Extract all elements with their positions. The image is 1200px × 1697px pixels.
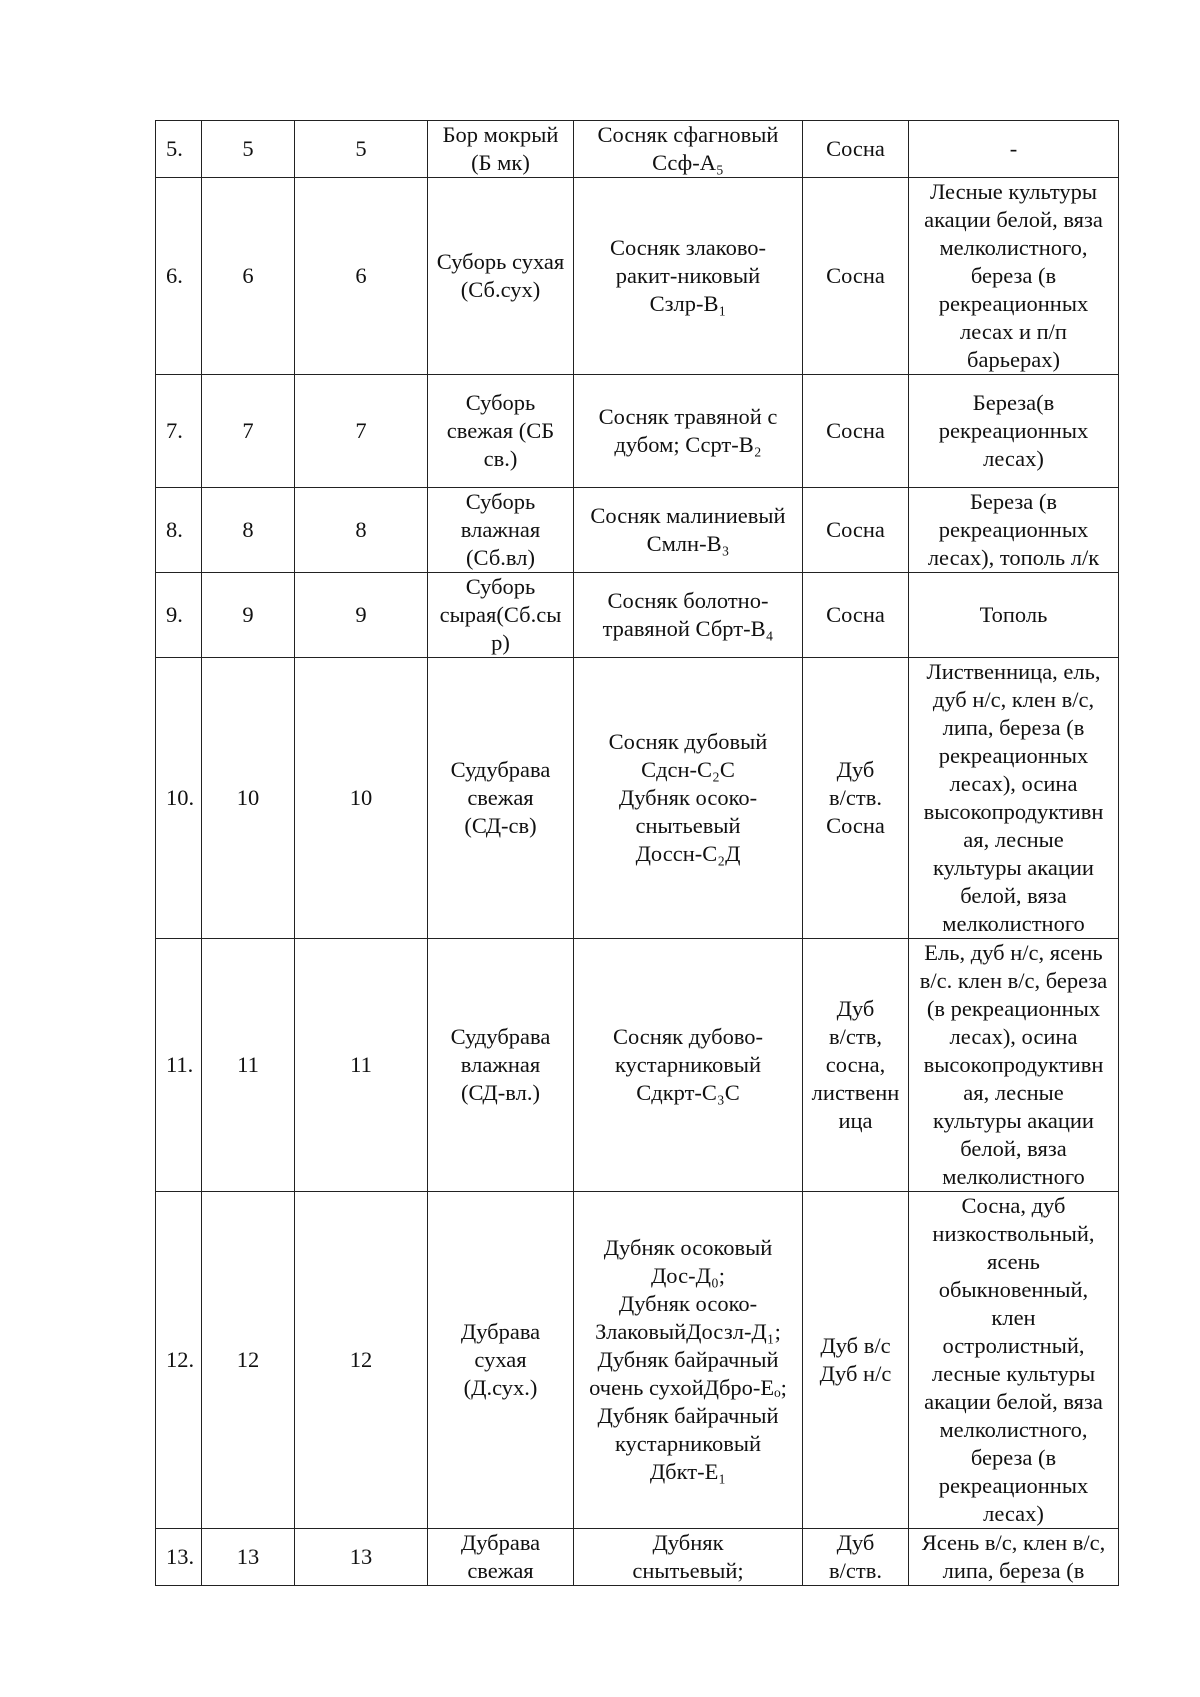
main-species-cell: Сосна bbox=[803, 178, 909, 375]
code-cell: 8 bbox=[202, 488, 295, 573]
forest-site-type-cell: Дубрава сухая (Д.сух.) bbox=[428, 1192, 574, 1529]
row-number-cell: 6. bbox=[156, 178, 202, 375]
forest-site-type-cell: Суборь сырая(Сб.сы р) bbox=[428, 573, 574, 658]
forest-type-cell: Дубняк осоковый Дос-Д₀; Дубняк осоко- ЗлаковыйДосзл-Д₁; Дубняк байрачный очень сухойДбро-Еₒ; Дубняк байрачный кустарниковый Дбкт-Е₁ bbox=[574, 1192, 803, 1529]
forest-types-table bbox=[155, 120, 1119, 1586]
code-cell: 10 bbox=[202, 658, 295, 939]
accompanying-species-cell: Лиственница, ель, дуб н/с, клен в/с, липа, береза (в рекреационных лесах), осина высокопродуктивн ая, лесные культуры акации белой, вяза мелколистного bbox=[909, 658, 1119, 939]
row-number-cell: 5. bbox=[156, 121, 202, 178]
accompanying-species-cell: Тополь bbox=[909, 573, 1119, 658]
forest-type-cell: Сосняк малиниевый Смлн-В₃ bbox=[574, 488, 803, 573]
main-species-cell: Дуб в/с Дуб н/с bbox=[803, 1192, 909, 1529]
table-row bbox=[156, 939, 1119, 1192]
main-species-cell: Дуб в/ств. bbox=[803, 1529, 909, 1586]
table-row bbox=[156, 1192, 1119, 1529]
row-number-cell: 7. bbox=[156, 375, 202, 488]
accompanying-species-cell: Лесные культуры акации белой, вяза мелколистного, береза (в рекреационных лесах и п/п барьерах) bbox=[909, 178, 1119, 375]
row-number-cell: 9. bbox=[156, 573, 202, 658]
accompanying-species-cell: Ясень в/с, клен в/с, липа, береза (в bbox=[909, 1529, 1119, 1586]
row-number-cell: 10. bbox=[156, 658, 202, 939]
table-row bbox=[156, 375, 1119, 488]
accompanying-species-cell: Береза (в рекреационных лесах), тополь л/к bbox=[909, 488, 1119, 573]
type-code-cell: 8 bbox=[295, 488, 428, 573]
accompanying-species-cell: Сосна, дуб низкоствольный, ясень обыкновенный, клен остролистный, лесные культуры акации белой, вяза мелколистного, береза (в рекреационных лесах) bbox=[909, 1192, 1119, 1529]
main-species-cell: Сосна bbox=[803, 573, 909, 658]
main-species-cell: Дуб в/ств. Сосна bbox=[803, 658, 909, 939]
type-code-cell: 13 bbox=[295, 1529, 428, 1586]
code-cell: 5 bbox=[202, 121, 295, 178]
forest-type-cell: Сосняк злаково- ракит-никовый Сзлр-В₁ bbox=[574, 178, 803, 375]
forest-site-type-cell: Суборь влажная (Сб.вл) bbox=[428, 488, 574, 573]
table-row bbox=[156, 573, 1119, 658]
main-species-cell: Дуб в/ств, сосна, лиственн ица bbox=[803, 939, 909, 1192]
type-code-cell: 9 bbox=[295, 573, 428, 658]
row-number-cell: 11. bbox=[156, 939, 202, 1192]
type-code-cell: 6 bbox=[295, 178, 428, 375]
code-cell: 7 bbox=[202, 375, 295, 488]
forest-site-type-cell: Суборь свежая (СБ св.) bbox=[428, 375, 574, 488]
main-species-cell: Сосна bbox=[803, 121, 909, 178]
type-code-cell: 7 bbox=[295, 375, 428, 488]
table-row bbox=[156, 658, 1119, 939]
forest-site-type-cell: Судубрава влажная (СД-вл.) bbox=[428, 939, 574, 1192]
row-number-cell: 13. bbox=[156, 1529, 202, 1586]
type-code-cell: 11 bbox=[295, 939, 428, 1192]
accompanying-species-cell: Береза(в рекреационных лесах) bbox=[909, 375, 1119, 488]
forest-type-cell: Дубняк снытьевый; bbox=[574, 1529, 803, 1586]
forest-site-type-cell: Суборь сухая (Сб.сух) bbox=[428, 178, 574, 375]
code-cell: 13 bbox=[202, 1529, 295, 1586]
row-number-cell: 12. bbox=[156, 1192, 202, 1529]
forest-type-cell: Сосняк болотно- травяной Сбрт-В₄ bbox=[574, 573, 803, 658]
main-species-cell: Сосна bbox=[803, 375, 909, 488]
main-species-cell: Сосна bbox=[803, 488, 909, 573]
accompanying-species-cell: Ель, дуб н/с, ясень в/с. клен в/с, береза (в рекреационных лесах), осина высокопродуктивн ая, лесные культуры акации белой, вяза мелколистного bbox=[909, 939, 1119, 1192]
table-row bbox=[156, 488, 1119, 573]
accompanying-species-cell: - bbox=[909, 121, 1119, 178]
table-row bbox=[156, 178, 1119, 375]
forest-type-cell: Сосняк травяной с дубом; Ссрт-В₂ bbox=[574, 375, 803, 488]
forest-site-type-cell: Бор мокрый (Б мк) bbox=[428, 121, 574, 178]
forest-site-type-cell: Судубрава свежая (СД-св) bbox=[428, 658, 574, 939]
forest-type-cell: Сосняк дубово- кустарниковый Сдкрт-С₃С bbox=[574, 939, 803, 1192]
table-row bbox=[156, 1529, 1119, 1586]
forest-type-cell: Сосняк дубовый Сдсн-С₂С Дубняк осоко- снытьевый Доссн-С₂Д bbox=[574, 658, 803, 939]
code-cell: 12 bbox=[202, 1192, 295, 1529]
forest-site-type-cell: Дубрава свежая bbox=[428, 1529, 574, 1586]
table-row bbox=[156, 121, 1119, 178]
code-cell: 6 bbox=[202, 178, 295, 375]
type-code-cell: 12 bbox=[295, 1192, 428, 1529]
type-code-cell: 10 bbox=[295, 658, 428, 939]
code-cell: 11 bbox=[202, 939, 295, 1192]
forest-type-cell: Сосняк сфагновый Ссф-А₅ bbox=[574, 121, 803, 178]
type-code-cell: 5 bbox=[295, 121, 428, 178]
code-cell: 9 bbox=[202, 573, 295, 658]
row-number-cell: 8. bbox=[156, 488, 202, 573]
